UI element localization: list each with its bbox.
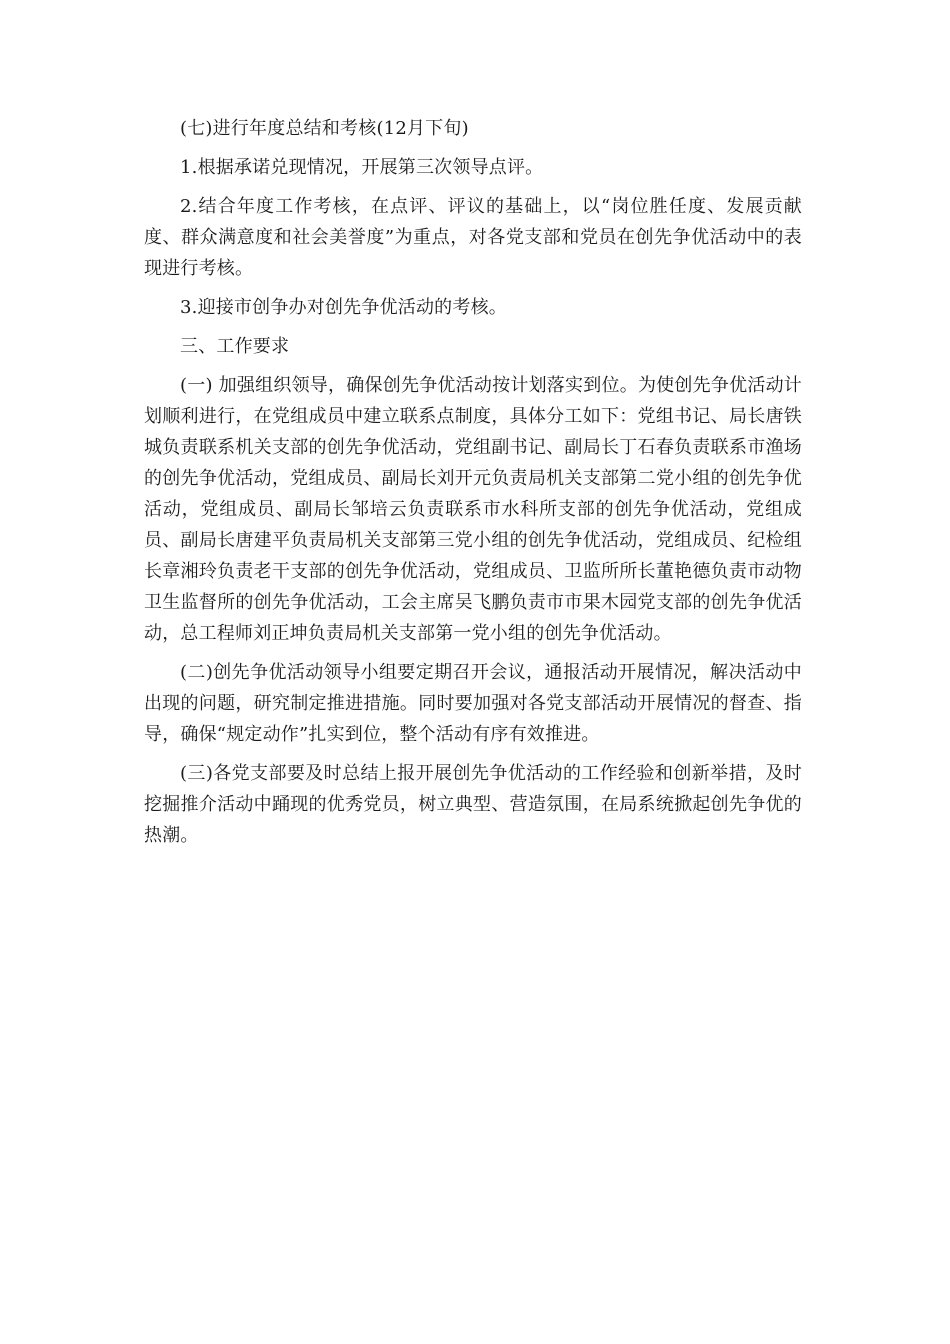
paragraph-item-3: 3.迎接市创争办对创先争优活动的考核。 [180,297,507,318]
section-heading-work-requirements: 三、工作要求 [180,336,290,357]
paragraph-item-1: 1.根据承诺兑现情况，开展第三次领导点评。 [180,157,544,178]
paragraph-requirement-1: (一) 加强组织领导，确保创先争优活动按计划落实到位。为使创先争优活动计划顺利进行，在党组成员中建立联系点制度，具体分工如下：党组书记、局长唐铁城负责联系机关支部的创先争优活动，党组副书记、副局长丁石春负责联系市渔场的创先争优活动，党组成员、副局长刘开元负责局机关支部第二党小组的创先争优活动，党组成员、副局长邹培云负责联系市水科所支部的创先争优活动，党组成员、副局长唐建平负责局机关支部第三党小组的创先争优活动，党组成员、纪检组长章湘玲负责老干支部的创先争优活动，党组成员、卫监所所长董艳德负责市动物卫生监督所的创先争优活动，工会主席吴飞鹏负责市市果木园党支部的创先争优活动，总工程师刘正坤负责局机关支部第一党小组的创先争优活动。 [144,375,802,644]
paragraph-requirement-2: (二)创先争优活动领导小组要定期召开会议，通报活动开展情况，解决活动中出现的问题，研究制定推进措施。同时要加强对各党支部活动开展情况的督查、指导，确保“规定动作”扎实到位，整个活动有序有效推进。 [144,662,802,745]
paragraph-item-2: 2.结合年度工作考核，在点评、评议的基础上，以“岗位胜任度、发展贡献度、群众满意度和社会美誉度”为重点，对各党支部和党员在创先争优活动中的表现进行考核。 [144,196,802,279]
section-heading-annual-review: (七)进行年度总结和考核(12月下旬) [180,118,469,139]
paragraph-requirement-3: (三)各党支部要及时总结上报开展创先争优活动的工作经验和创新举措，及时挖掘推介活动中踊现的优秀党员，树立典型、营造氛围，在局系统掀起创先争优的热潮。 [144,763,802,846]
document-body [144,113,802,859]
